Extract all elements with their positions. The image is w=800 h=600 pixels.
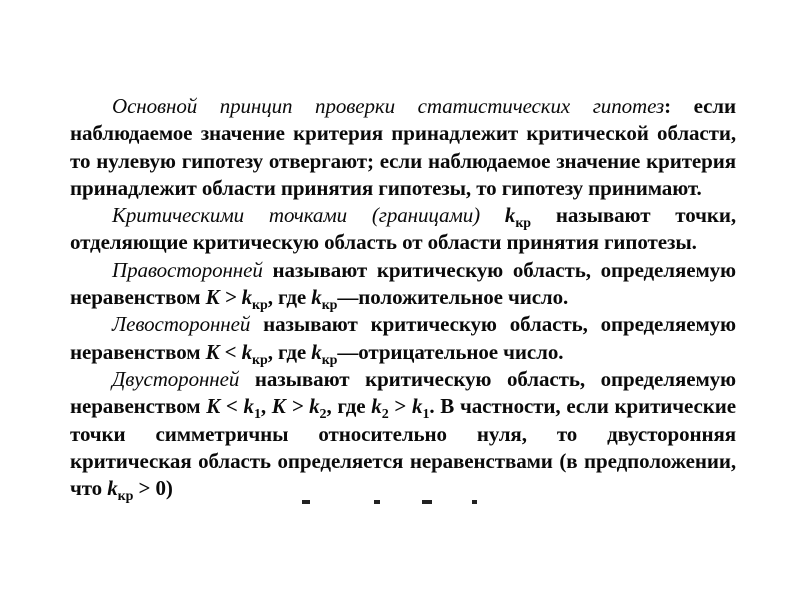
page-text — [70, 93, 736, 505]
paragraph-main-principle — [70, 93, 736, 202]
math-subscript: 2 — [381, 407, 389, 423]
math-k: k — [107, 476, 118, 501]
math-subscript: 1 — [253, 407, 261, 423]
math-inequality: K > k — [205, 285, 253, 310]
math-k: k — [412, 394, 423, 419]
math-subscript: кр — [515, 216, 531, 232]
math-k: k — [371, 394, 382, 419]
paragraph-text: , где — [267, 339, 312, 364]
math-subscript: кр — [117, 489, 134, 505]
paragraph-text: называют критическую область, определяемую неравенством — [70, 312, 736, 364]
cropped-next-line — [300, 500, 490, 506]
term-right-sided: Правосторонней — [112, 257, 263, 282]
paragraph-text: —положительное число. — [337, 285, 569, 310]
term-critical-points: Критическими точками (границами) — [112, 203, 481, 228]
paragraph-text: > — [388, 394, 413, 419]
math-k: k — [480, 203, 516, 228]
math-inequality: K < k — [205, 339, 253, 364]
math-subscript: кр — [321, 298, 338, 314]
paragraph-text: называют точки, отделяющие критическую область от области принятия гипотезы. — [70, 203, 736, 255]
paragraph-critical-points — [70, 202, 736, 257]
term-two-sided: Двусторонней — [112, 366, 240, 391]
paragraph-text: : если наблюдаемое значение критерия принадлежит критической области, то нулевую гипотезу отвергают; если наблюдаемое значение критерия принадлежит области принятия гипотезы, то гипотезу принимают. — [70, 94, 736, 200]
math-subscript: 2 — [319, 407, 327, 423]
math-inequality: K < k — [206, 394, 254, 419]
term-main-principle: Основной принцип проверки статистических гипотез — [112, 94, 665, 118]
math-subscript: кр — [252, 352, 268, 368]
paragraph-text: . В частности, если критические точки симметричны относительно нуля, то двусторонняя критическая область определяется неравенствами (в предположении, что — [70, 394, 736, 501]
math-k: k — [311, 339, 322, 364]
paragraph-left-sided — [70, 311, 736, 366]
paragraph-text: , — [260, 394, 272, 419]
paragraph-text: > 0) — [133, 476, 173, 501]
paragraph-two-sided — [70, 366, 736, 505]
paragraph-text: , где — [326, 394, 372, 419]
math-subscript: кр — [321, 352, 338, 368]
math-subscript: кр — [252, 298, 268, 314]
paragraph-text: —отрицательное число. — [337, 339, 564, 364]
paragraph-text: называют критическую область, определяемую неравенством — [70, 366, 736, 419]
math-k: k — [311, 285, 322, 310]
math-inequality: K > k — [271, 394, 320, 419]
paragraph-text: , где — [267, 285, 312, 310]
term-left-sided: Левосторонней — [112, 312, 251, 337]
paragraph-text: называют критическую область, определяемую неравенством — [70, 257, 736, 310]
math-subscript: 1 — [422, 407, 430, 423]
paragraph-right-sided — [70, 257, 736, 312]
